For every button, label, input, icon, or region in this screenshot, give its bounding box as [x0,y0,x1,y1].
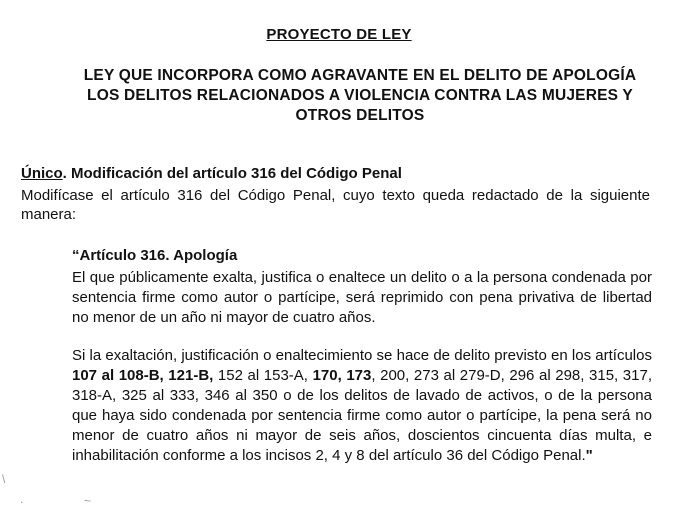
quoted-paragraph-1: El que públicamente exalta, justifica o enaltece un delito o a la persona condenada por sentencia firme como autor o partícipe, será reprimido con pena privativa de libertad no menor de un año ni mayor de cuatro años. [72,269,652,326]
section-heading: . Modificación del artículo 316 del Código Penal [62,165,402,182]
section-intro: Modifícase el artículo 316 del Código Penal, cuyo texto queda redactado de la siguiente manera: [21,187,650,223]
quoted-article-title: “Artículo 316. Apología [72,247,238,264]
article-heading [21,164,661,183]
law-title: LEY QUE INCORPORA COMO AGRAVANTE EN EL DELITO DE APOLOGÍA LOS DELITOS RELACIONADOS A VIOLENCIA CONTRA LAS MUJERES Y OTROS DELITOS [83,67,637,124]
paragraph2-bold1: 107 al 108-B, 121-B, [72,367,214,384]
header-text: PROYECTO DE LEY [266,26,412,43]
paragraph2-part3: , 200, 273 al 279-D, 296 al 298, 315, 317, 318-A, 325 al 333, 346 al 350 o de los delitos de lavado de activos, o de la persona que haya sido condenada por sentencia firme como autor o partícipe, la pena será no menor de cuatro años ni mayor de seis años, doscientos cincuenta días multa, e inhabilitación conforme a los incisos 2, 4 y 8 del artículo 36 del Código Penal. [72,367,652,464]
paragraph2-bold2: 170, 173 [312,367,372,384]
margin-mark-b: ~ [84,494,92,508]
section-prefix: Único [21,165,63,182]
margin-mark-c: . [20,492,24,506]
document-header [0,26,678,43]
paragraph2-part2: 152 al 153-A, [213,367,313,384]
margin-mark-a: \ [2,472,6,486]
quoted-paragraph-2 [72,346,652,466]
paragraph2-part1: Si la exaltación, justificación o enaltecimiento se hace de delito previsto en los artículos [72,347,652,364]
paragraph2-closing-quote: " [585,447,593,464]
